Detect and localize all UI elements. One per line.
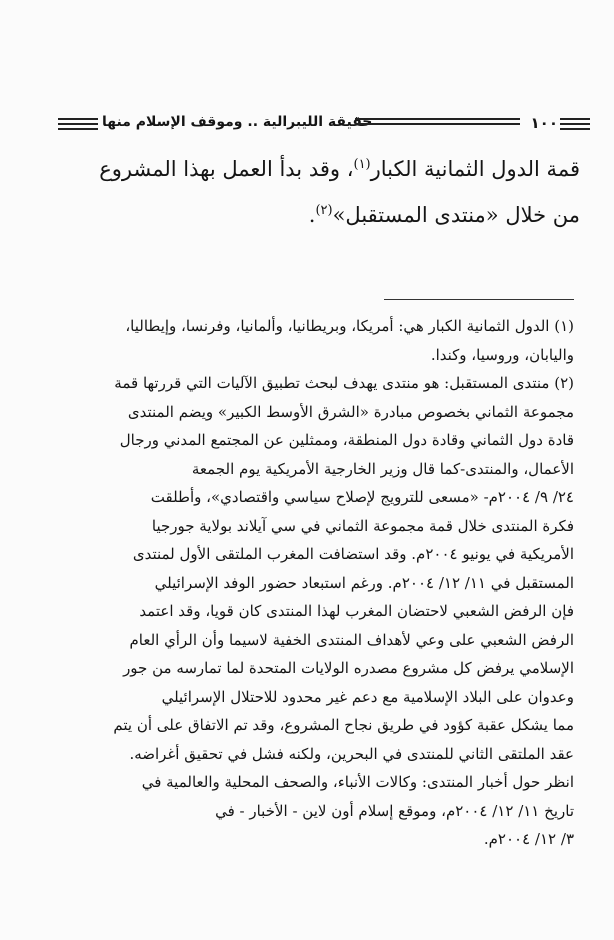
- footnote-line: واليابان، وروسيا، وكندا.: [430, 345, 574, 364]
- header-rule-right: [560, 118, 590, 133]
- body-line-text: قمة الدول الثمانية الكبار: [370, 157, 580, 181]
- body-line-text: من خلال «منتدى المستقبل»: [332, 203, 580, 227]
- header-rule-left: [58, 118, 98, 133]
- footnote-line: فإن الرفض الشعبي لاحتضان المغرب لهذا المنتدى كان قويا، وقد اعتمد: [139, 602, 574, 620]
- footnote-line: الأعمال، والمنتدى-كما قال وزير الخارجية الأمريكية يوم الجمعة: [191, 459, 574, 478]
- footnote-line: ٣/ ١٢/ ٢٠٠٤م.: [483, 830, 574, 848]
- footnote-1: [34, 312, 574, 369]
- footnote-line: الرفض الشعبي على وعي لأهداف المنتدى الخفية لاسيما وأن الرأي العام: [129, 630, 574, 649]
- footnote-line: المستقبل في ١١/ ١٢/ ٢٠٠٤م. ورغم استبعاد حضور الوفد الإسرائيلي: [154, 573, 574, 592]
- footnote-line: الإسلامي يرفض كل مشروع مصدره الولايات المتحدة لما تمارسه من جور: [123, 659, 574, 677]
- body-line: [32, 192, 580, 238]
- running-header: [40, 114, 590, 140]
- footnote-line: الأمريكية في يونيو ٢٠٠٤م. وقد استضافت المغرب الملتقى الأول لمنتدى: [132, 545, 574, 563]
- body-line-end: .: [308, 203, 316, 227]
- footnote-line: مما يشكل عقبة كؤود في طريق نجاح المشروع، وقد تم الاتفاق على أن يتم: [113, 716, 574, 734]
- footnote-line: انظر حول أخبار المنتدى: وكالات الأنباء، والصحف المحلية والعالمية في: [141, 773, 574, 791]
- body-line-text: ، وقد بدأ العمل بهذا المشروع: [99, 157, 354, 181]
- footnote-line: فكرة المنتدى خلال قمة مجموعة الثماني في سي آيلاند بولاية جورجيا: [151, 516, 574, 535]
- footnote-ref-1: (١): [353, 157, 371, 172]
- footnote-2: [34, 369, 574, 854]
- footnote-line: (٢) منتدى المستقبل: هو منتدى يهدف لبحث تطبيق الآليات التي قررتها قمة: [114, 374, 574, 392]
- footnote-line: مجموعة الثماني بخصوص مبادرة «الشرق الأوسط الكبير» ويضم المنتدى: [127, 402, 574, 421]
- footnote-line: عقد الملتقى الثاني للمنتدى في البحرين، ولكنه فشل في تحقيق أغراضه.: [129, 744, 574, 763]
- header-rule-middle: [355, 118, 520, 128]
- footnotes: [34, 312, 574, 854]
- footnote-line: قادة دول الثماني وقادة دول المنطقة، وممثلين عن المجتمع المدني ورجال: [119, 431, 574, 449]
- footnote-line: وعدوان على البلاد الإسلامية مع دعم غير محدود للاحتلال الإسرائيلي: [161, 687, 574, 706]
- body-text: [32, 146, 580, 238]
- body-line: [32, 146, 580, 192]
- running-title: حقيقة الليبرالية .. وموقف الإسلام منها: [102, 114, 373, 130]
- footnote-line: تاريخ ١١/ ١٢/ ٢٠٠٤م، وموقع إسلام أون لاين - الأخبار - في: [215, 801, 574, 820]
- footnote-ref-2: (٢): [315, 203, 333, 218]
- footnote-line: ٢٤/ ٩/ ٢٠٠٤م- «مسعى للترويج لإصلاح سياسي واقتصادي»، وأطلقت: [150, 488, 574, 506]
- footnote-line: (١) الدول الثمانية الكبار هي: أمريكا، وبريطانيا، وألمانيا، وفرنسا، وإيطاليا،: [125, 317, 574, 335]
- footnote-separator: [384, 299, 574, 300]
- page-number: ١٠٠: [530, 114, 558, 132]
